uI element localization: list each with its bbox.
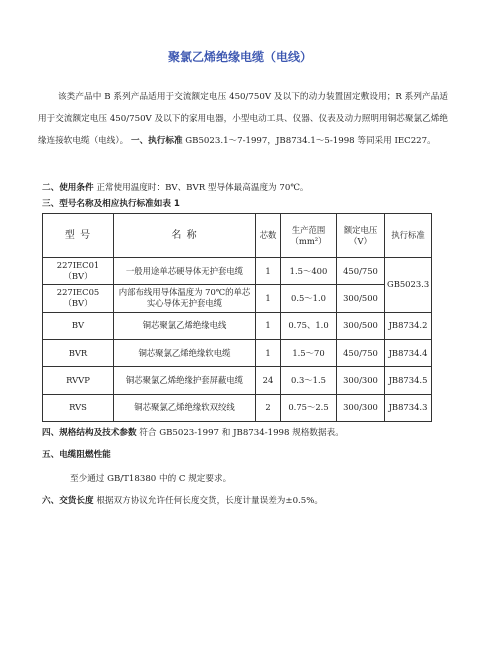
- cell-range: 0.75～2.5: [281, 394, 337, 421]
- cell-range: 0.75、1.0: [281, 312, 337, 339]
- intro-paragraph: [38, 86, 448, 152]
- cell-name: 铜芯聚氯乙烯绝缘软双绞线: [114, 394, 256, 421]
- document-title: 聚氯乙烯绝缘电缆（电线）: [167, 50, 312, 64]
- cell-cores: 1: [256, 312, 281, 339]
- cell-standard-merged: GB5023.3: [385, 258, 432, 313]
- model-standard-table: [42, 213, 432, 422]
- section-2-text: 正常使用温度时：BV、BVR 型导体最高温度为 70℃。: [96, 183, 309, 193]
- cell-model: 227IEC01（BV）: [43, 258, 114, 285]
- section-4: [42, 426, 442, 440]
- cell-voltage: 300/300: [337, 367, 385, 394]
- section-6: [42, 494, 442, 508]
- cell-model: BVR: [43, 339, 114, 366]
- section-3: [42, 197, 442, 211]
- cell-standard: JB8734.4: [385, 339, 432, 366]
- section-2: [42, 181, 442, 195]
- section-4-label: 四、规格结构及技术参数: [42, 428, 137, 438]
- section-5-text: 至少通过 GB/T18380 中的 C 规定要求。: [70, 474, 232, 484]
- cell-model: RVVP: [43, 367, 114, 394]
- cell-cores: 2: [256, 394, 281, 421]
- intro-text: 该类产品中 B 系列产品适用于交流额定电压 450/750V 及以下的动力装置固定敷设用；R 系列产品适用于交流额定电压 450/750V 及以下的家用电器，小型电动工具、仪器、仪表及动力照明用铜芯聚氯乙烯绝缘连接软电缆（电线）。: [38, 92, 448, 146]
- cell-range: 0.3～1.5: [281, 367, 337, 394]
- section-1-label: 一、执行标准: [130, 136, 183, 146]
- table-row: [43, 312, 432, 339]
- cell-voltage: 450/750: [337, 339, 385, 366]
- section-3-label: 三、型号名称及相应执行标准如表 1: [42, 199, 180, 209]
- cell-range: 0.5～1.0: [281, 285, 337, 312]
- header-name: 名 称: [114, 214, 256, 258]
- table-header-row: [43, 214, 432, 258]
- header-standard: 执行标准: [385, 214, 432, 258]
- cell-range: 1.5～70: [281, 339, 337, 366]
- cell-voltage: 450/750: [337, 258, 385, 285]
- header-voltage: 额定电压（V）: [337, 214, 385, 258]
- cell-model: 227IEC05（BV）: [43, 285, 114, 312]
- section-2-label: 二、使用条件: [42, 183, 94, 193]
- cell-range: 1.5～400: [281, 258, 337, 285]
- section-5-label: 五、电缆阻燃性能: [42, 450, 111, 460]
- table-row: [43, 258, 432, 285]
- cell-cores: 1: [256, 258, 281, 285]
- cell-cores: 24: [256, 367, 281, 394]
- cell-voltage: 300/500: [337, 312, 385, 339]
- header-cores: 芯数: [256, 214, 281, 258]
- cell-voltage: 300/500: [337, 285, 385, 312]
- cell-name: 一般用途单芯硬导体无护套电缆: [114, 258, 256, 285]
- cell-model: RVS: [43, 394, 114, 421]
- cell-cores: 1: [256, 339, 281, 366]
- section-6-label: 六、交货长度: [42, 496, 94, 506]
- cell-name: 内部布线用导体温度为 70℃的单芯实心导体无护套电缆: [114, 285, 256, 312]
- header-range: 生产范围（mm²）: [281, 214, 337, 258]
- header-model: 型 号: [43, 214, 114, 258]
- table-row: [43, 367, 432, 394]
- table-row: [43, 339, 432, 366]
- cell-name: 铜芯聚氯乙烯绝缘电线: [114, 312, 256, 339]
- section-5: [42, 448, 442, 462]
- section-1-text: GB5023.1～7-1997，JB8734.1～5-1998 等同采用 IEC227。: [185, 136, 436, 146]
- section-6-text: 根据双方协议允许任何长度交货，长度计量误差为±0.5%。: [96, 496, 324, 506]
- section-4-text: 符合 GB5023-1997 和 JB8734-1998 规格数据表。: [139, 428, 344, 438]
- cell-standard: JB8734.5: [385, 367, 432, 394]
- cell-voltage: 300/300: [337, 394, 385, 421]
- cell-model: BV: [43, 312, 114, 339]
- table-row: [43, 285, 432, 312]
- cell-cores: 1: [256, 285, 281, 312]
- cell-name: 铜芯聚氯乙烯绝缘护套屏蔽电缆: [114, 367, 256, 394]
- cell-name: 铜芯聚氯乙烯绝缘软电缆: [114, 339, 256, 366]
- cell-standard: JB8734.3: [385, 394, 432, 421]
- cell-standard: JB8734.2: [385, 312, 432, 339]
- table-row: [43, 394, 432, 421]
